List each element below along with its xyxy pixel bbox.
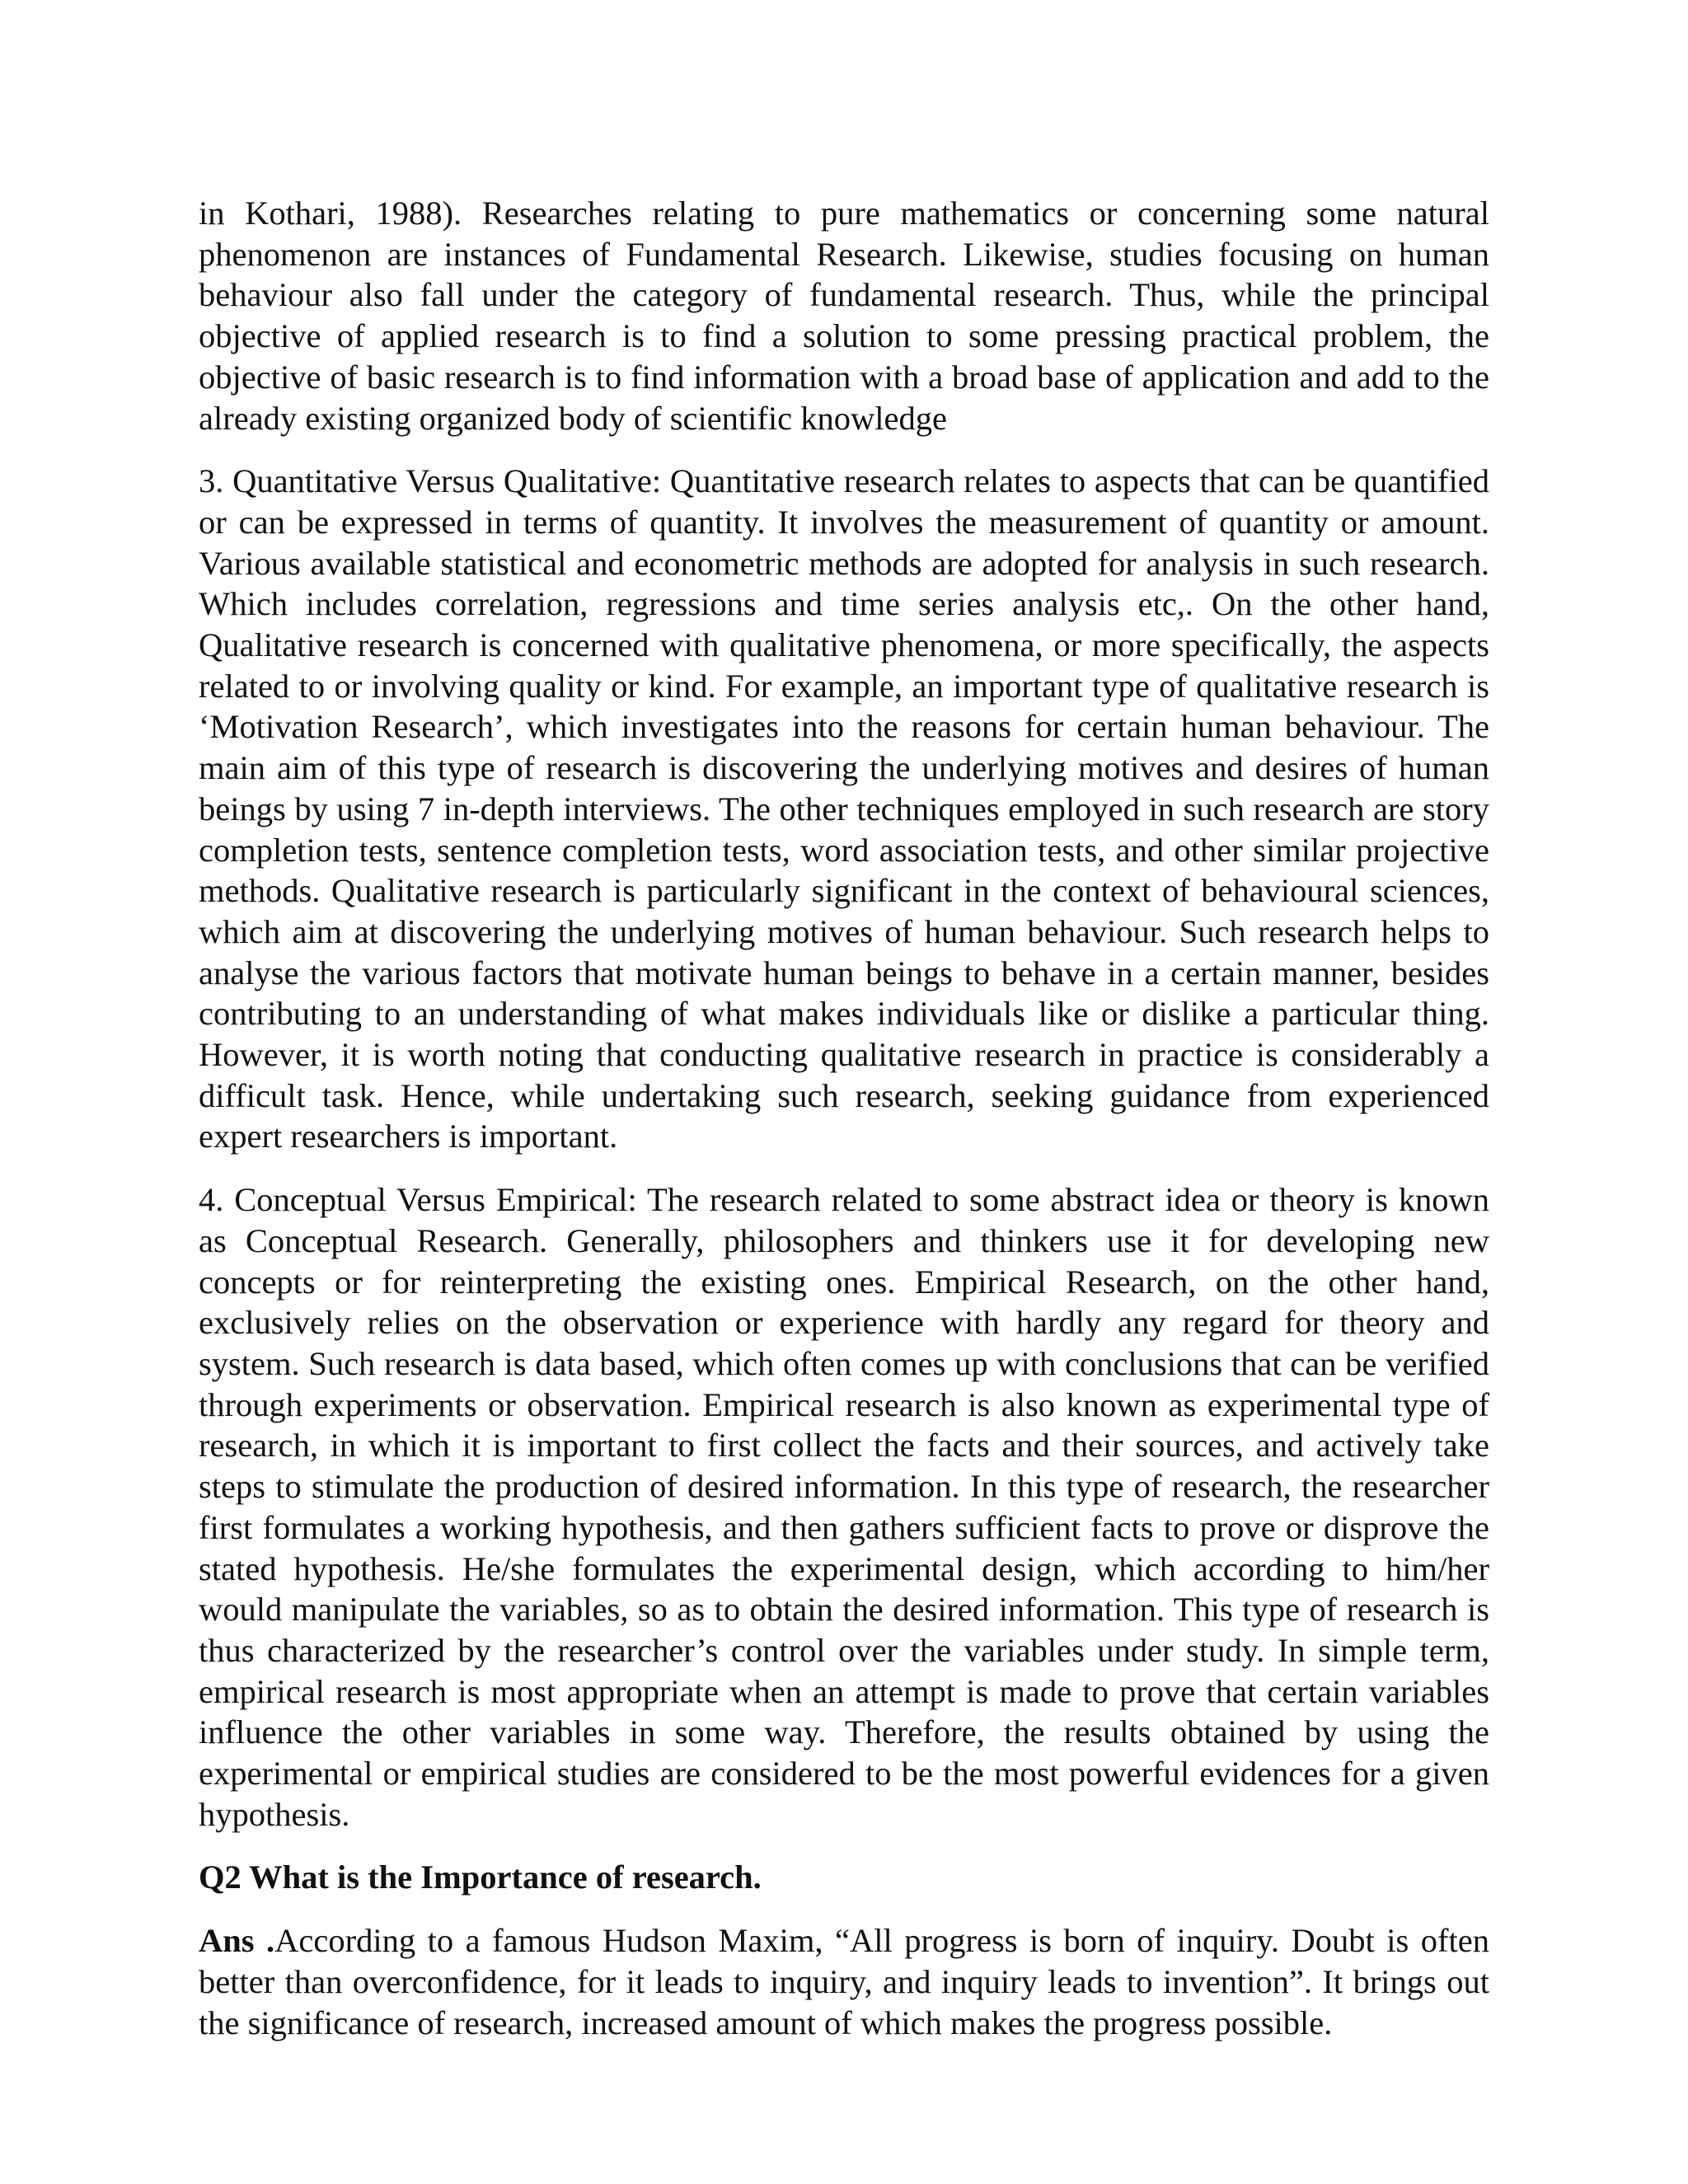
paragraph-fundamental-research: in Kothari, 1988). Researches relating to pure mathematics or concerning some natural phenomenon are instances of Fundamental Research. Likewise, studies focusing on human behaviour also fall under the category of fundamental research. Thus, while the principal objective of applied research is to find a solution to some pressing practical problem, the objective of basic research is to find information with a broad base of application and add to the already existing organized body of scientific knowledge [199,194,1489,437]
answer-text: According to a famous Hudson Maxim, “All progress is born of inquiry. Doubt is often better than overconfidence, for it leads to inquiry, and inquiry leads to invention”. It brings out the significance of research, increased amount of which makes the progress possible. [199,1922,1489,2041]
answer-paragraph [199,1920,1489,2043]
document-page [199,193,1489,2065]
paragraph-conceptual-vs-empirical: 4. Conceptual Versus Empirical: The research related to some abstract idea or theory is known as Conceptual Research. Generally, philosophers and thinkers use it for developing new concepts or for reinterpreting the existing ones. Empirical Research, on the other hand, exclusively relies on the observation or experience with hardly any regard for theory and system. Such research is data based, which often comes up with conclusions that can be verified through experiments or observation. Empirical research is also known as experimental type of research, in which it is important to first collect the facts and their sources, and actively take steps to stimulate the production of desired information. In this type of research, the researcher first formulates a working hypothesis, and then gathers sufficient facts to prove or disprove the stated hypothesis. He/she formulates the experimental design, which according to him/her would manipulate the variables, so as to obtain the desired information. This type of research is thus characterized by the researcher’s control over the variables under study. In simple term, empirical research is most appropriate when an attempt is made to prove that certain variables influence the other variables in some way. Therefore, the results obtained by using the experimental or empirical studies are considered to be the most powerful evidences for a given hypothesis. [199,1181,1489,1833]
question-heading: Q2 What is the Importance of research. [199,1858,762,1896]
answer-lead: Ans . [199,1922,275,1960]
paragraph-quantitative-vs-qualitative: 3. Quantitative Versus Qualitative: Quantitative research relates to aspects that can be quantified or can be expressed in terms of quantity. It involves the measurement of quantity or amount. Various available statistical and econometric methods are adopted for analysis in such research. Which includes correlation, regressions and time series analysis etc,. On the other hand, Qualitative research is concerned with qualitative phenomena, or more specifically, the aspects related to or involving quality or kind. For example, an important type of qualitative research is ‘Motivation Research’, which investigates into the reasons for certain human behaviour. The main aim of this type of research is discovering the underlying motives and desires of human beings by using 7 in-depth interviews. The other techniques employed in such research are story completion tests, sentence completion tests, word association tests, and other similar projective methods. Qualitative research is particularly significant in the context of behavioural sciences, which aim at discovering the underlying motives of human behaviour. Such research helps to analyse the various factors that motivate human beings to behave in a certain manner, besides contributing to an understanding of what makes individuals like or dislike a particular thing. However, it is worth noting that conducting qualitative research in practice is considerably a difficult task. Hence, while undertaking such research, seeking guidance from experienced expert researchers is important. [199,462,1489,1155]
